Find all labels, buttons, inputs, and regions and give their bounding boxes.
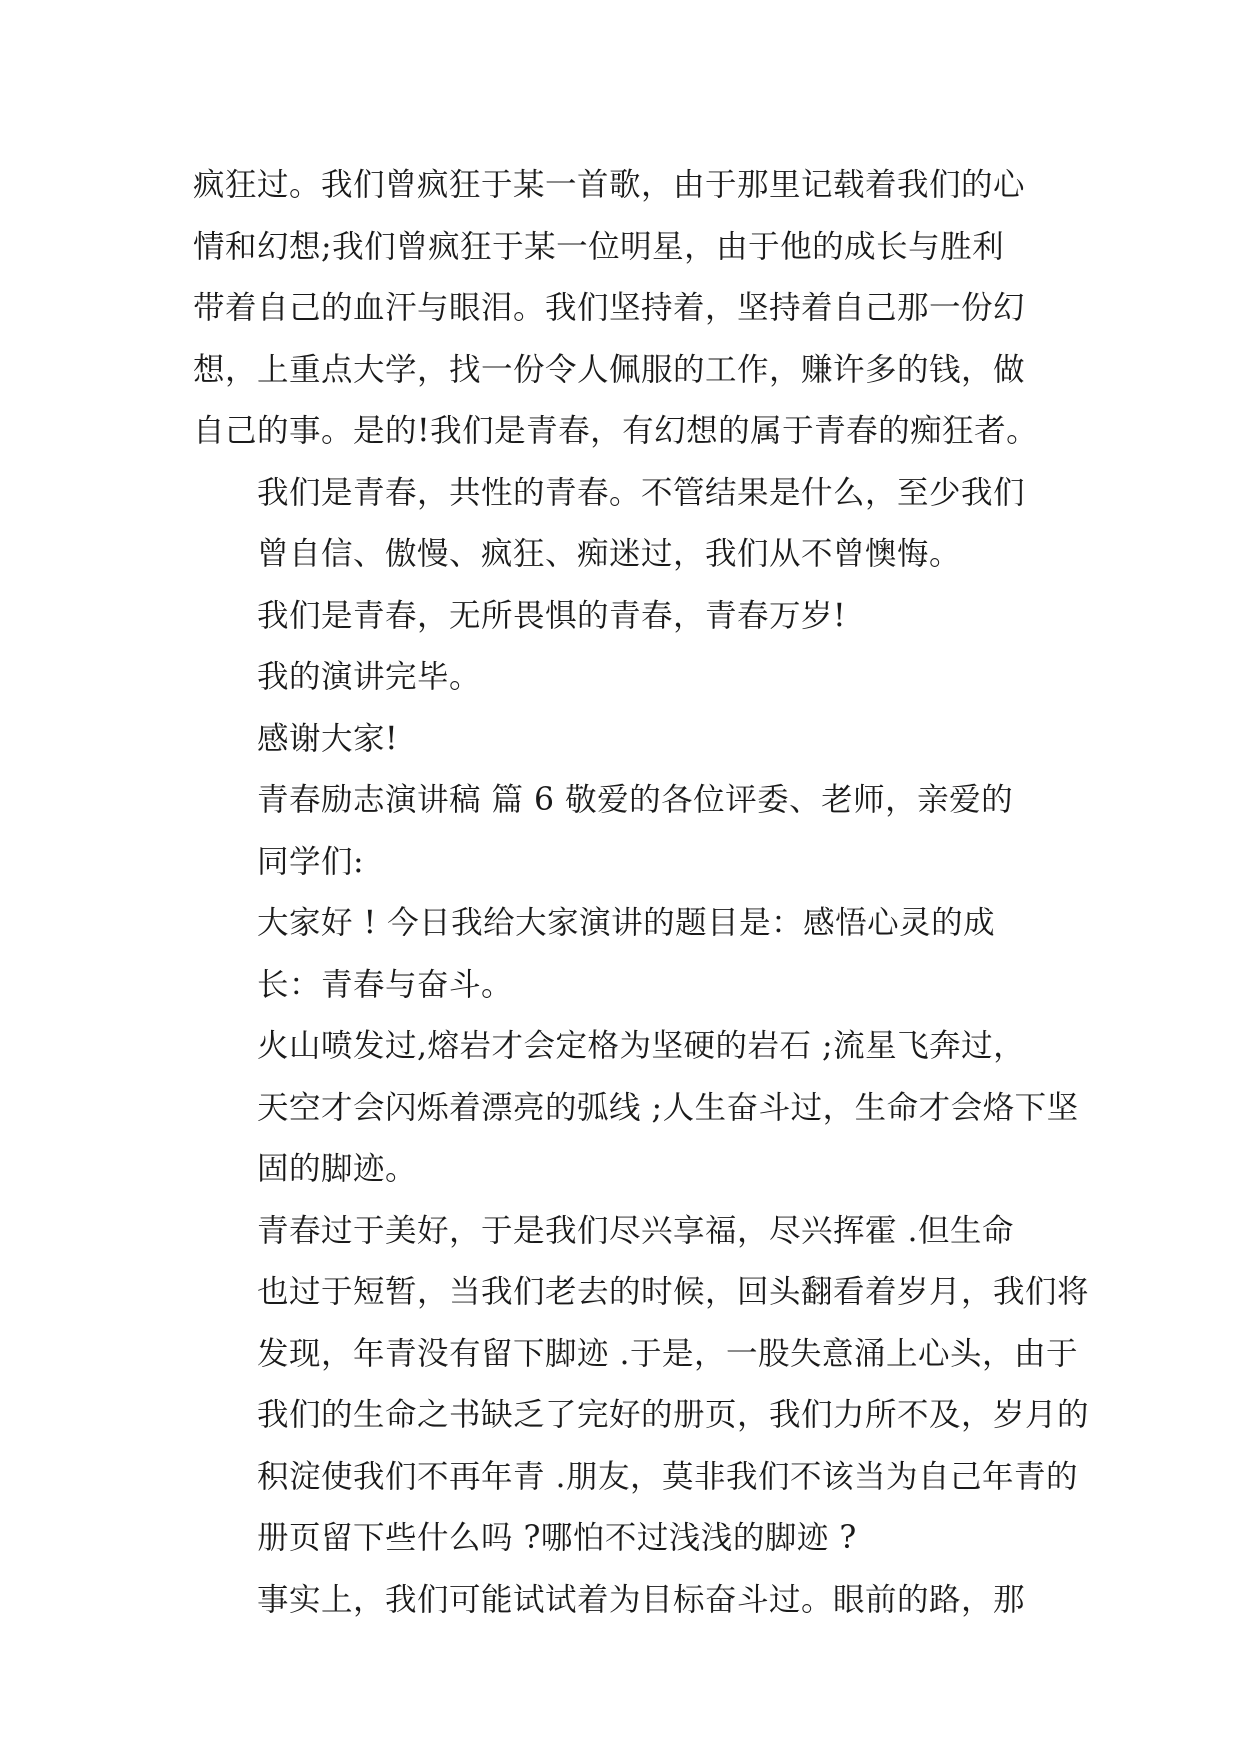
text-line: 天空才会闪烁着漂亮的弧线 ;人生奋斗过，生命才会烙下坚 [257, 1089, 1079, 1126]
paragraph [193, 586, 1065, 648]
paragraph [193, 155, 1065, 463]
paragraph [193, 647, 1065, 709]
paragraph [193, 709, 1065, 771]
text-line: 我们是青春，共性的青春。不管结果是什么，至少我们 [257, 474, 1026, 511]
text-line: 带着自己的血汗与眼泪。我们坚持着，坚持着自己那一份幻 [193, 290, 1026, 326]
text-line: 曾自信、傲慢、疯狂、痴迷过，我们从不曾懊悔。 [257, 536, 962, 572]
text-line: 青春过于美好，于是我们尽兴享福，尽兴挥霍 .但生命 [257, 1212, 1015, 1249]
text-line: 我们是青春，无所畏惧的青春，青春万岁! [257, 597, 847, 634]
text-line: 我的演讲完毕。 [257, 659, 482, 695]
text-line: 青春励志演讲稿 篇 6 敬爱的各位评委、老师，亲爱的 [257, 782, 1014, 818]
paragraph [193, 1570, 1065, 1632]
text-line: 自己的事。是的!我们是青春，有幻想的属于青春的痴狂者。 [193, 413, 1039, 449]
text-line: 册页留下些什么吗 ?哪怕不过浅浅的脚迹 ? [257, 1520, 857, 1556]
text-line: 疯狂过。我们曾疯狂于某一首歌，由于那里记载着我们的心 [193, 167, 1026, 203]
text-line: 我们的生命之书缺乏了完好的册页，我们力所不及，岁月的 [257, 1397, 1090, 1433]
text-line: 火山喷发过,熔岩才会定格为坚硬的岩石 ;流星飞奔过， [257, 1028, 1026, 1064]
paragraph [193, 1201, 1090, 1570]
paragraph [193, 1016, 1079, 1201]
paragraph [193, 770, 1065, 893]
paragraph [193, 463, 1065, 586]
text-line: 长：青春与奋斗。 [257, 966, 514, 1003]
text-line: 发现，年青没有留下脚迹 .于是，一股失意涌上心头，由于 [257, 1335, 1079, 1372]
text-line: 固的脚迹。 [257, 1151, 418, 1187]
document-body [193, 155, 1090, 1631]
text-line: 情和幻想;我们曾疯狂于某一位明星，由于他的成长与胜利 [193, 228, 1005, 265]
text-line: 大家好 ! 今日我给大家演讲的题目是：感悟心灵的成 [257, 905, 996, 941]
text-line: 想，上重点大学，找一份令人佩服的工作，赚许多的钱，做 [193, 351, 1026, 388]
text-line: 也过于短暂，当我们老去的时候，回头翻看着岁月，我们将 [257, 1274, 1090, 1310]
text-line: 事实上，我们可能试试着为目标奋斗过。眼前的路，那 [257, 1581, 1026, 1618]
paragraph [193, 893, 1065, 1016]
text-line: 感谢大家! [257, 720, 399, 757]
text-line: 同学们: [257, 843, 365, 880]
text-line: 积淀使我们不再年青 .朋友，莫非我们不该当为自己年青的 [257, 1458, 1079, 1495]
